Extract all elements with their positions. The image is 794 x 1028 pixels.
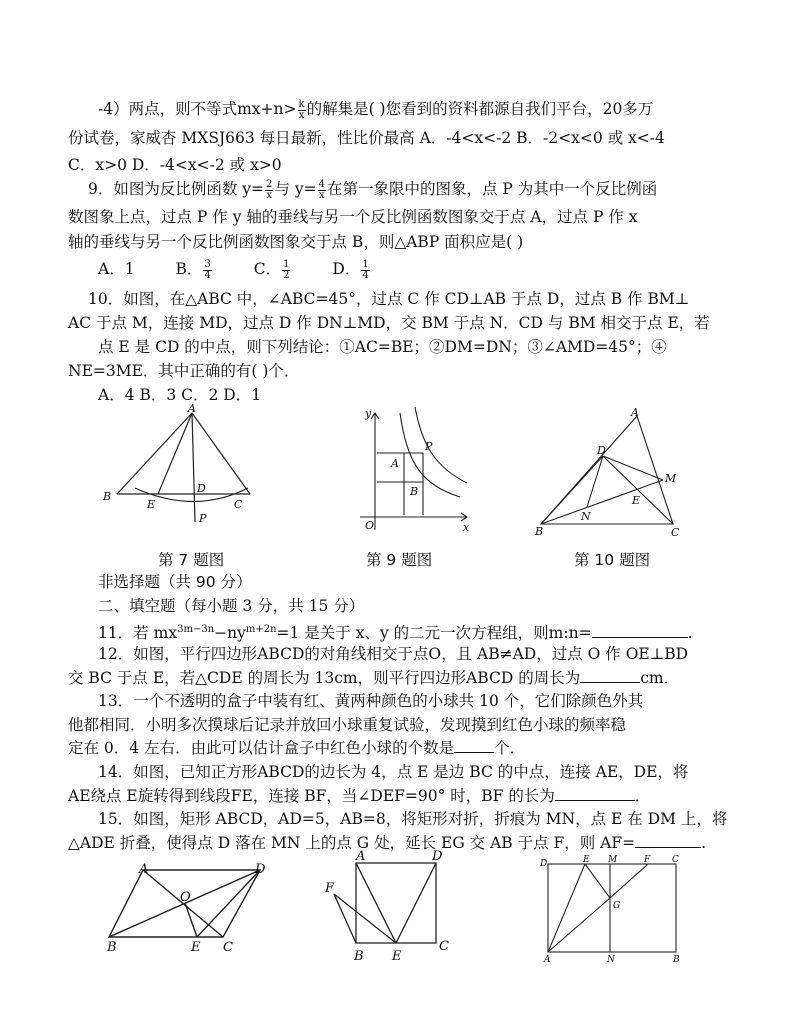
q14-line2: AE绕点 E旋转得到线段FE，连接 BF，当∠DEF=90° 时，BF 的长为 ． <box>68 787 651 805</box>
section-nonchoice: 非选择题（共 90 分） <box>98 573 252 591</box>
f7-label-d: D <box>197 482 206 495</box>
f7-label-c: C <box>234 498 243 511</box>
q10-options: A．4 B．3 C．2 D．1 <box>98 386 262 404</box>
f7-label-a: A <box>188 402 196 415</box>
q15-line2: △ADE 折叠，使得点 D 落在 MN 上的点 G 处，延长 EG 交 AB 于点 F，则 AF= . <box>68 834 707 852</box>
f9-label-b: B <box>410 485 419 498</box>
f7-seg-ae <box>158 413 192 494</box>
f15-label-n: N <box>607 955 615 965</box>
figure-15 <box>540 855 690 968</box>
f9-label-a: A <box>391 457 399 470</box>
q8-line3: C．x>0 D．-4<x<-2 或 x>0 <box>68 156 282 174</box>
q8-text-a: -4）两点，则不等式mx+n> <box>98 100 297 118</box>
f10-seg-cd <box>603 456 673 524</box>
f7-label-b: B <box>103 490 112 503</box>
q10-line4: NE=3ME．其中正确的有( )个． <box>68 362 300 380</box>
q12-line1: 12．如图，平行四边形ABCD的对角线相交于点O，且 AB≠AD，过点 O 作 OE⊥BD <box>98 645 689 663</box>
caption-fig7: 第 7 题图 <box>158 551 225 569</box>
f10-label-m: M <box>665 472 677 485</box>
section-fill-blank: 二、填空题（每小题 3 分，共 15 分） <box>98 597 365 615</box>
f14-label-b: B <box>354 949 364 964</box>
f15-label-b: B <box>673 955 680 965</box>
f9-curve-inner <box>400 413 460 497</box>
f7-label-p: P <box>199 512 207 525</box>
f14-label-d: D <box>432 849 443 864</box>
figure-7 <box>100 402 280 540</box>
caption-fig10: 第 10 题图 <box>574 551 651 569</box>
f10-label-c: C <box>671 526 680 539</box>
f15-rectangle <box>548 864 676 952</box>
f14-seg-fe <box>334 894 396 943</box>
figure-10 <box>535 408 695 538</box>
f15-label-g: G <box>613 901 621 911</box>
q14-answer-blank[interactable] <box>555 786 635 801</box>
q9-line3: 轴的垂线与另一个反比例函数图象交于点 B，则△ABP 面积应是( ) <box>68 233 524 251</box>
f12-label-o: O <box>180 890 191 905</box>
f10-triangle-abc <box>541 416 673 524</box>
f9-label-o: O <box>365 519 375 532</box>
f15-label-d: D <box>540 859 548 869</box>
q8-line1 <box>98 99 653 121</box>
q13-answer-blank[interactable] <box>454 738 494 753</box>
f15-label-a: A <box>544 955 551 965</box>
q12-answer-blank[interactable] <box>580 668 640 683</box>
caption-fig9: 第 9 题图 <box>366 551 433 569</box>
f10-seg-bm <box>541 480 663 524</box>
figure-12 <box>105 862 275 965</box>
f12-label-a: A <box>139 862 149 877</box>
q8-fraction: $\frac{k}{x}$ <box>298 98 305 121</box>
f12-label-c: C <box>223 940 233 955</box>
f10-label-d: D <box>597 444 606 457</box>
f10-seg-dc2 <box>541 456 603 524</box>
q11-answer-blank[interactable] <box>592 623 688 638</box>
f9-label-p: P <box>425 440 433 453</box>
f7-seg-ap <box>192 413 195 522</box>
q12-line2: 交 BC 于点 E，若△CDE 的周长为 13cm，则平行四边形ABCD 的周长为 cm． <box>68 669 680 687</box>
q9-line1: 9．如图为反比例函数 y= $\frac{2}{x}$ 与 y= $\frac{4}{x}$ 在第一象限中的图象，点 P 为其中一个反比例函 <box>88 178 658 201</box>
f12-label-e: E <box>191 940 201 955</box>
q15-line1: 15．如图，矩形 ABCD，AD=5，AB=8，将矩形对折，折痕为 MN，点 E 在 DM 上，将 <box>98 810 728 828</box>
q15-answer-blank[interactable] <box>635 833 701 848</box>
q13-line2: 他都相同．小明多次摸球后记录并放回小球重复试验，发现摸到红色小球的频率稳 <box>68 716 627 734</box>
f12-label-d: D <box>255 862 266 877</box>
q10-line1: 10．如图，在△ABC 中，∠ABC=45°，过点 C 作 CD⊥AB 于点 D，过点 B 作 BM⊥ <box>88 290 690 308</box>
f10-label-e: E <box>632 494 641 507</box>
f14-seg-fb <box>334 894 356 943</box>
f7-label-e: E <box>147 498 156 511</box>
f15-label-e: E <box>583 855 590 865</box>
f10-label-a: A <box>631 406 639 419</box>
q14-line1: 14．如图，已知正方形ABCD的边长为 4，点 E 是边 BC 的中点，连接 AE，DE，将 <box>98 763 689 781</box>
f14-label-a: A <box>356 849 366 864</box>
f15-seg-ag <box>548 898 610 952</box>
f15-label-f: F <box>644 855 651 865</box>
q10-line2: AC 于点 M，连接 MD，过点 D 作 DN⊥MD，交 BM 于点 N．CD 与 BM 相交于点 E，若 <box>68 314 710 332</box>
f10-label-n: N <box>581 510 591 523</box>
f9-label-x: x <box>463 521 470 534</box>
q8-text-b: 的解集是( )您看到的资料都源自我们平台，20多万 <box>306 100 654 118</box>
q11-line: 11．若 $mx^{3m-3n}-ny^{m+2n}=1$ 是关于 x、y 的二元一次方程组，则m:n= . <box>98 624 693 643</box>
f14-label-c: C <box>439 939 449 954</box>
f10-label-b: B <box>535 525 544 538</box>
q13-line1: 13．一个不透明的盒子中装有红、黄两种颜色的小球共 10 个，它们除颜色外其 <box>98 692 644 710</box>
q9-options: A．1 B． $\frac{3}{4}$ C． $\frac{1}{2}$ D． $\frac{1}{4}$ <box>98 258 369 281</box>
f12-label-b: B <box>107 940 117 955</box>
q9-line2: 数图象上点，过点 P 作 y 轴的垂线与另一个反比例函数图象交于点 A，过点 P 作 x <box>68 208 638 226</box>
figure-9 <box>355 405 505 535</box>
f15-seg-ae <box>548 864 585 952</box>
f12-seg-oe <box>185 903 197 937</box>
f15-label-m: M <box>608 855 618 865</box>
q8-line2: 份试卷，家威杏 MXSJ663 每日最新，性比价最高 A．-4<x<-2 B．-2<x<0 或 x<-4 <box>68 129 665 147</box>
f15-label-c: C <box>672 855 679 865</box>
f15-seg-ef <box>585 864 610 898</box>
f14-seg-de <box>396 863 436 943</box>
f14-label-f: F <box>325 881 335 896</box>
figure-14 <box>322 849 452 970</box>
f14-square <box>356 863 436 943</box>
q13-line3: 定在 0．4 左右．由此可以估计盒子中红色小球的个数是 个． <box>68 739 526 757</box>
q10-line3: 点 E 是 CD 的中点，则下列结论：①AC=BE；②DM=DN；③∠AMD=45°；④ <box>98 338 667 356</box>
f15-seg-gf <box>610 864 648 898</box>
f7-seg-ab <box>117 413 192 494</box>
f9-label-y: y <box>365 407 372 420</box>
f14-seg-ae <box>356 863 396 943</box>
f14-label-e: E <box>392 949 402 964</box>
